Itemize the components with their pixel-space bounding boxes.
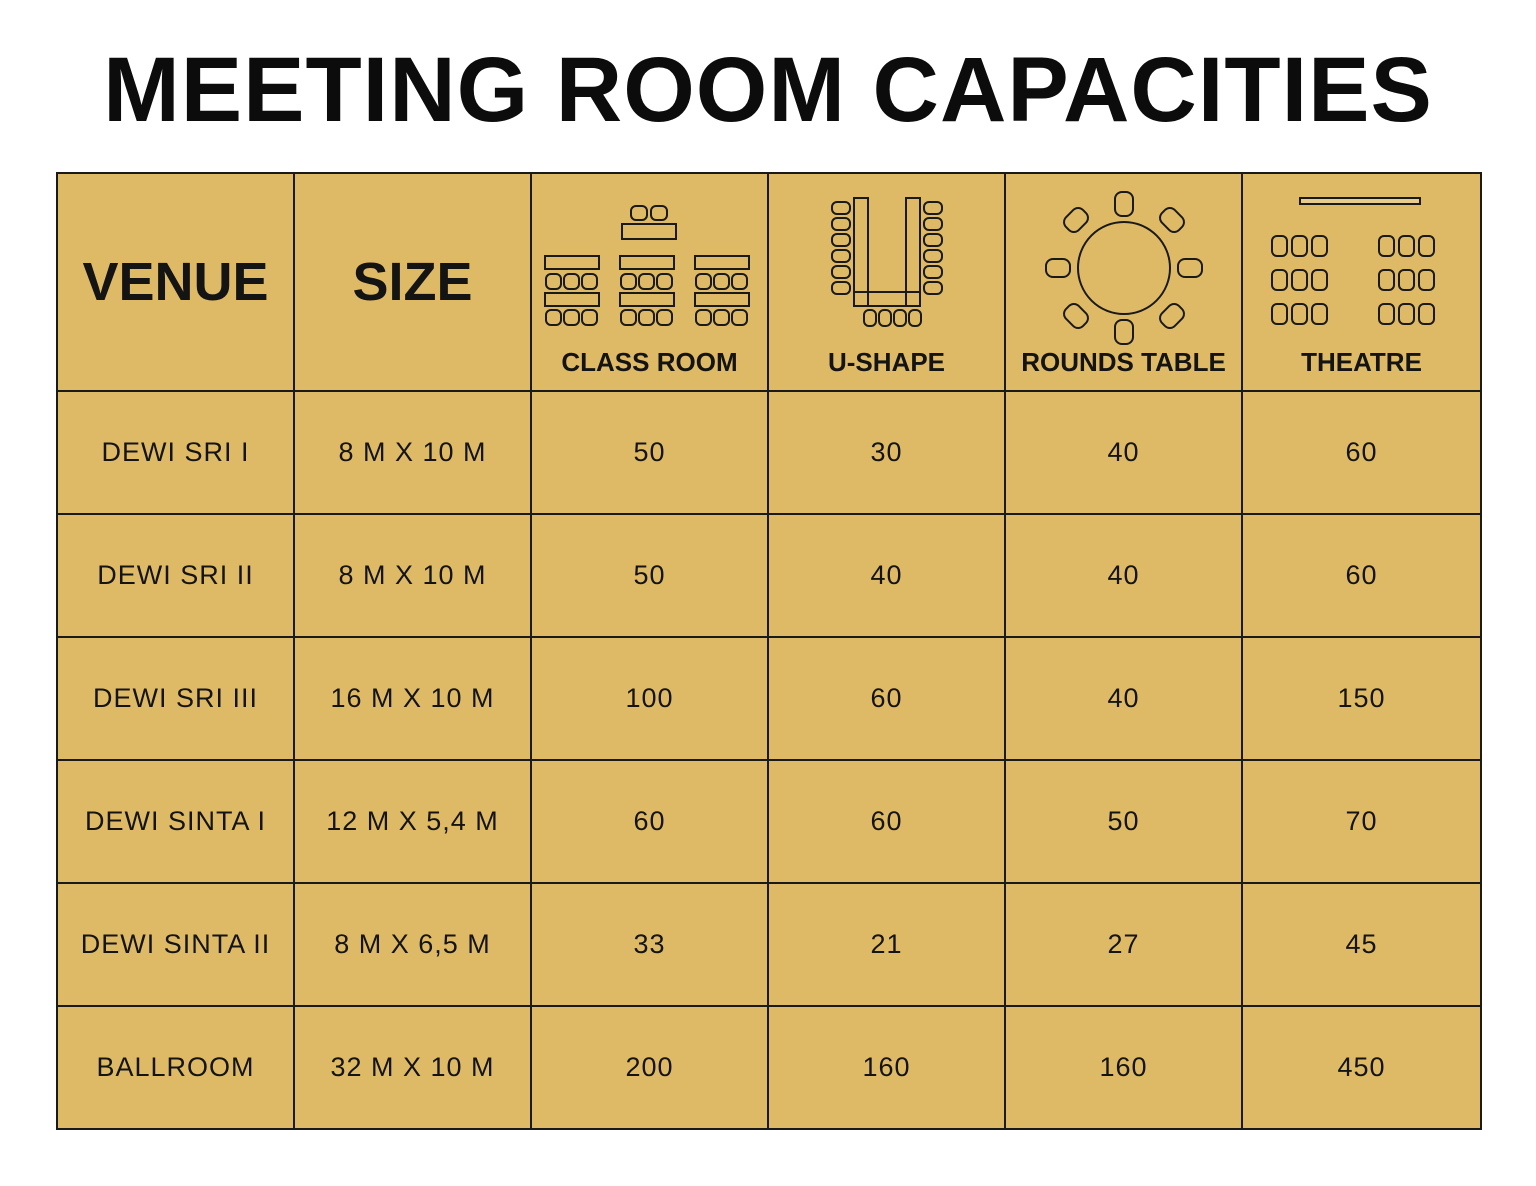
rounds-table-cell [1005, 637, 1242, 760]
theatre-capacity: 60 [1345, 437, 1378, 467]
room-size: 12 M X 5,4 M [326, 806, 499, 836]
size-cell [294, 1006, 531, 1129]
room-size: 16 M X 10 M [330, 683, 495, 713]
rounds-table-capacity: 40 [1107, 560, 1140, 590]
u-shape-layout-icon [777, 188, 997, 338]
size-cell [294, 883, 531, 1006]
u-shape-cell [768, 1006, 1005, 1129]
u-shape-capacity: 30 [870, 437, 903, 467]
theatre-cell [1242, 514, 1481, 637]
size-cell [294, 760, 531, 883]
rounds-table-cell [1005, 391, 1242, 514]
table-row [57, 391, 1481, 514]
theatre-capacity: 450 [1337, 1052, 1386, 1082]
capacity-table [56, 172, 1482, 1130]
rounds-table-cell [1005, 883, 1242, 1006]
room-size: 32 M X 10 M [330, 1052, 495, 1082]
rounds-table-cell [1005, 1006, 1242, 1129]
theatre-capacity: 45 [1345, 929, 1378, 959]
class-room-capacity: 100 [625, 683, 674, 713]
venue-header-label: VENUE [82, 252, 269, 312]
u-shape-cell [768, 883, 1005, 1006]
page-title: MEETING ROOM CAPACITIES [103, 39, 1433, 141]
size-cell [294, 514, 531, 637]
table-row [57, 514, 1481, 637]
venue-cell [57, 883, 294, 1006]
rounds-table-cell [1005, 514, 1242, 637]
class-room-capacity: 200 [625, 1052, 674, 1082]
class-room-cell [531, 1006, 768, 1129]
u-shape-cell [768, 391, 1005, 514]
class-room-capacity: 50 [633, 560, 666, 590]
venue-name: DEWI SINTA I [84, 806, 266, 836]
u-shape-cell [768, 637, 1005, 760]
size-cell [294, 391, 531, 514]
class-room-header [531, 173, 768, 391]
venue-cell [57, 514, 294, 637]
theatre-cell [1242, 760, 1481, 883]
table-row [57, 883, 1481, 1006]
theatre-layout-icon [1252, 188, 1472, 338]
u-shape-cell [768, 760, 1005, 883]
u-shape-cell [768, 514, 1005, 637]
venue-cell [57, 760, 294, 883]
rounds-table-label: ROUNDS TABLE [1021, 347, 1226, 377]
size-cell [294, 637, 531, 760]
venue-header [57, 173, 294, 391]
rounds-table-capacity: 40 [1107, 437, 1140, 467]
venue-name: DEWI SRI III [92, 683, 258, 713]
class-room-cell [531, 883, 768, 1006]
rounds-table-capacity: 40 [1107, 683, 1140, 713]
header-row [57, 173, 1481, 391]
theatre-label: THEATRE [1301, 347, 1422, 377]
classroom-layout-icon [540, 188, 760, 338]
class-room-label: CLASS ROOM [561, 347, 738, 377]
class-room-cell [531, 514, 768, 637]
rounds-table-capacity: 27 [1107, 929, 1140, 959]
theatre-cell [1242, 637, 1481, 760]
u-shape-header [768, 173, 1005, 391]
u-shape-capacity: 60 [870, 806, 903, 836]
room-size: 8 M X 10 M [338, 437, 487, 467]
venue-name: DEWI SRI II [97, 560, 254, 590]
table-row [57, 637, 1481, 760]
class-room-cell [531, 760, 768, 883]
size-header [294, 173, 531, 391]
size-header-label: SIZE [352, 252, 473, 312]
venue-name: DEWI SRI I [101, 437, 250, 467]
theatre-capacity: 70 [1345, 806, 1378, 836]
class-room-cell [531, 637, 768, 760]
rounds-table-header [1005, 173, 1242, 391]
class-room-capacity: 60 [633, 806, 666, 836]
theatre-cell [1242, 1006, 1481, 1129]
u-shape-capacity: 40 [870, 560, 903, 590]
u-shape-capacity: 60 [870, 683, 903, 713]
rounds-table-cell [1005, 760, 1242, 883]
theatre-header [1242, 173, 1481, 391]
class-room-capacity: 33 [633, 929, 666, 959]
u-shape-capacity: 160 [862, 1052, 911, 1082]
venue-cell [57, 637, 294, 760]
rounds-table-layout-icon [1014, 188, 1234, 348]
u-shape-label: U-SHAPE [827, 347, 945, 377]
room-size: 8 M X 10 M [338, 560, 487, 590]
venue-cell [57, 1006, 294, 1129]
rounds-table-capacity: 160 [1099, 1052, 1148, 1082]
table-row [57, 760, 1481, 883]
room-size: 8 M X 6,5 M [334, 929, 491, 959]
theatre-capacity: 60 [1345, 560, 1378, 590]
class-room-capacity: 50 [633, 437, 666, 467]
rounds-table-capacity: 50 [1107, 806, 1140, 836]
theatre-capacity: 150 [1337, 683, 1386, 713]
theatre-cell [1242, 883, 1481, 1006]
venue-name: BALLROOM [96, 1052, 255, 1082]
u-shape-capacity: 21 [870, 929, 903, 959]
class-room-cell [531, 391, 768, 514]
venue-name: DEWI SINTA II [80, 929, 271, 959]
table-row [57, 1006, 1481, 1129]
venue-cell [57, 391, 294, 514]
theatre-cell [1242, 391, 1481, 514]
